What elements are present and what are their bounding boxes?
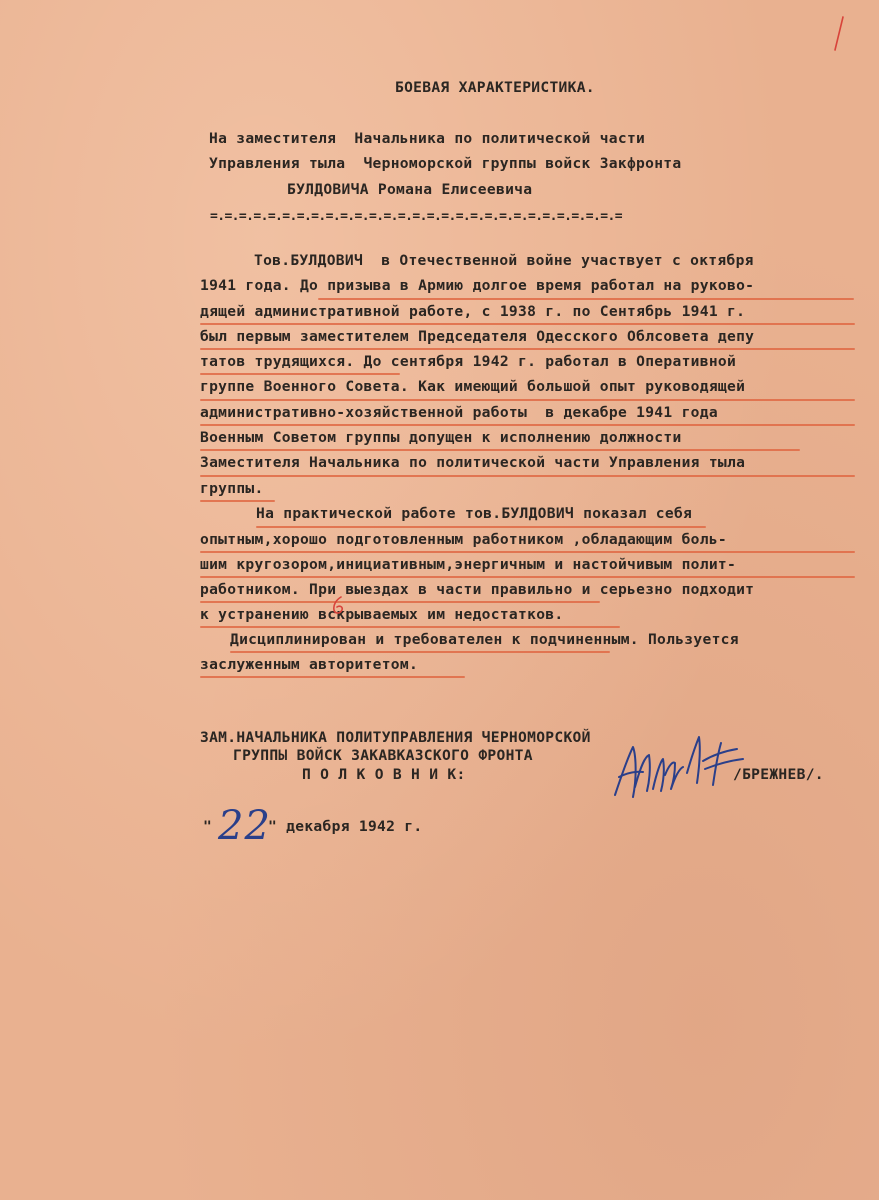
pencil-underline — [318, 298, 854, 300]
body-line-5: татов трудящихся. До сентября 1942 г. работал в Оперативной — [200, 353, 737, 370]
body-line-12: опытным,хорошо подготовленным работником ,обладающим боль- — [200, 531, 727, 548]
subject-line-2: Управления тыла Черноморской группы войск Закфронта — [209, 155, 682, 172]
body-line-3: дящей административной работе, с 1938 г. по Сентябрь 1941 г. — [200, 303, 746, 320]
pencil-underline — [200, 424, 855, 426]
body-line-15: к устранению вскрываемых им недостатков. — [200, 606, 564, 623]
body-line-13: шим кругозором,инициативным,энергичным и настойчивым полит- — [200, 556, 737, 573]
body-line-2: 1941 года. До призыва в Армию долгое время работал на руково- — [200, 277, 755, 294]
pencil-underline — [200, 475, 855, 477]
document-title: БОЕВАЯ ХАРАКТЕРИСТИКА. — [395, 79, 595, 96]
signer-name: /БРЕЖНЕВ/. — [733, 766, 824, 783]
subject-line-1: На заместителя Начальника по политической части — [209, 130, 646, 147]
pencil-underline — [200, 576, 855, 578]
signer-position-line-1: ЗАМ.НАЧАЛЬНИКА ПОЛИТУПРАВЛЕНИЯ ЧЕРНОМОРСКОЙ — [200, 729, 591, 746]
pencil-underline — [200, 626, 620, 628]
body-line-8: Военным Советом группы допущен к исполнению должности — [200, 429, 682, 446]
handwritten-signature — [603, 725, 768, 815]
pencil-underline — [200, 323, 855, 325]
pencil-underline — [200, 373, 400, 375]
pencil-underline — [200, 348, 855, 350]
body-line-9: Заместителя Начальника по политической части Управления тыла — [200, 454, 746, 471]
subject-line-3: БУЛДОВИЧА Романа Елисеевича — [287, 181, 533, 198]
date-rest: " декабря 1942 г. — [268, 818, 423, 835]
divider-line: =.=.=.=.=.=.=.=.=.=.=.=.=.=.=.=.=.=.=.=.=.=.=.=.=.=.=.=.= — [210, 209, 622, 224]
page-number-mark — [825, 14, 853, 54]
date-day-handwritten: 22 — [218, 803, 271, 849]
pencil-underline — [200, 601, 600, 603]
pencil-underline — [200, 399, 855, 401]
pencil-correction-mark — [330, 596, 346, 616]
date-open-quote: " — [203, 818, 213, 835]
signer-position-line-2: ГРУППЫ ВОЙСК ЗАКАВКАЗСКОГО ФРОНТА — [233, 747, 533, 764]
pencil-underline — [200, 449, 800, 451]
body-line-11: На практической работе тов.БУЛДОВИЧ показал себя — [256, 505, 693, 522]
pencil-underline — [256, 526, 706, 528]
pencil-underline — [200, 551, 855, 553]
body-line-7: административно-хозяйственной работы в декабре 1941 года — [200, 404, 718, 421]
body-line-14: работником. При выездах в части правильно и серьезно подходит — [200, 581, 755, 598]
body-line-16: Дисциплинирован и требователен к подчиненным. Пользуется — [230, 631, 739, 648]
body-line-1: Тов.БУЛДОВИЧ в Отечественной войне участвует с октября — [254, 252, 754, 269]
body-line-6: группе Военного Совета. Как имеющий большой опыт руководящей — [200, 378, 746, 395]
body-line-4: был первым заместителем Председателя Одесского Облсовета депу — [200, 328, 755, 345]
signer-rank: П О Л К О В Н И К: — [302, 766, 466, 783]
pencil-underline — [200, 676, 465, 678]
pencil-underline — [200, 500, 275, 502]
pencil-underline — [230, 651, 610, 653]
body-line-17: заслуженным авторитетом. — [200, 656, 419, 673]
body-line-10: группы. — [200, 480, 264, 497]
